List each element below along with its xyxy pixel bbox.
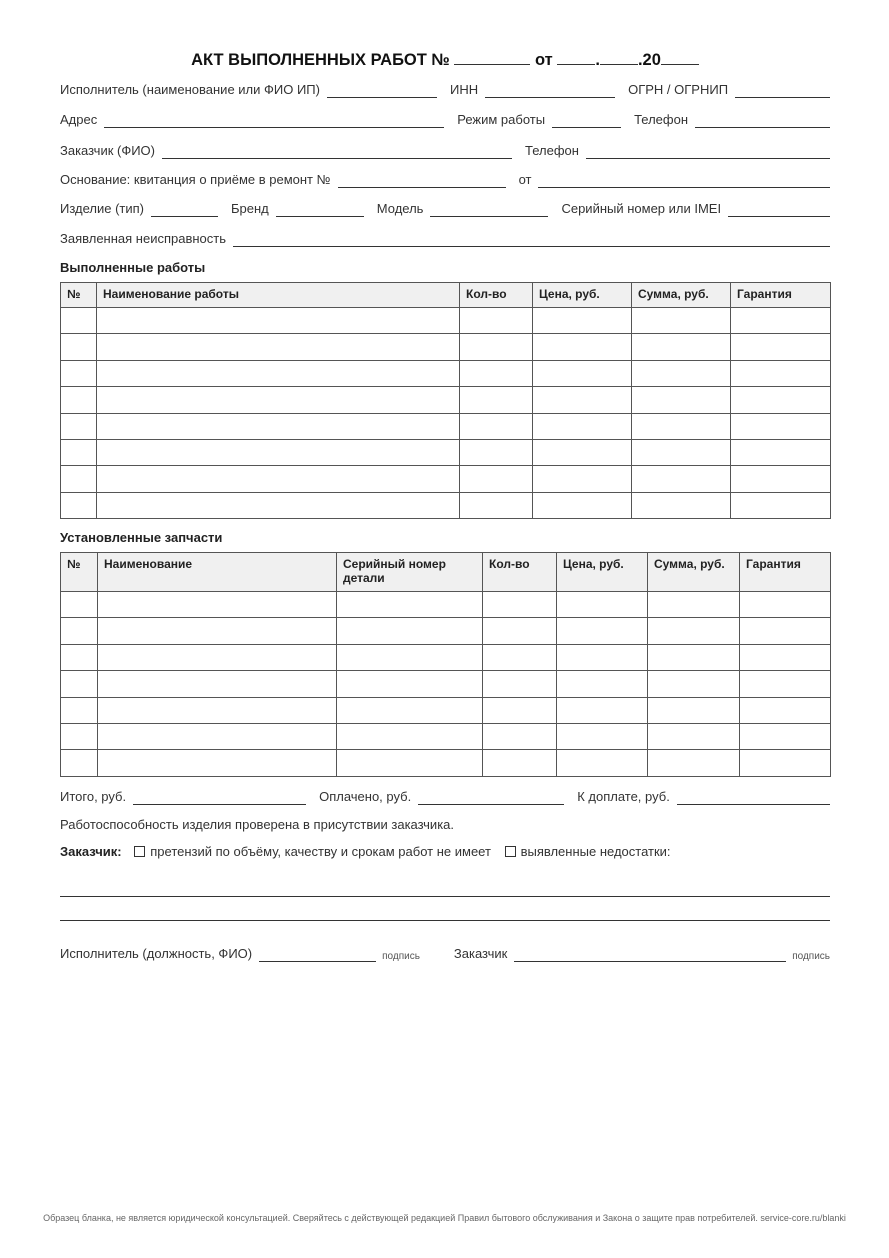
table-cell[interactable] [533,466,632,492]
table-cell[interactable] [61,360,97,386]
act-year-blank[interactable] [661,50,699,65]
table-cell[interactable] [648,644,740,670]
table-cell[interactable] [61,413,97,439]
table-cell[interactable] [557,671,648,697]
defects-checkbox[interactable] [505,846,516,857]
table-cell[interactable] [632,334,731,360]
due-field[interactable] [677,789,830,805]
parts-header-row [61,553,831,592]
signature-row [60,946,830,962]
table-cell[interactable] [648,723,740,749]
table-cell[interactable] [557,644,648,670]
brand-field[interactable] [276,201,364,217]
ogrn-field[interactable] [735,82,830,98]
table-cell[interactable] [460,334,533,360]
parts-table [60,552,831,777]
table-cell[interactable] [648,750,740,776]
table-cell[interactable] [632,360,731,386]
table-cell[interactable] [483,618,557,644]
table-cell[interactable] [533,334,632,360]
address-label: Адрес [60,112,98,127]
table-cell[interactable] [632,492,731,518]
defects-line-1[interactable] [60,896,830,897]
executor-label: Исполнитель (наименование или ФИО ИП) [60,82,320,97]
works-col-number: № [61,283,97,308]
defects-line-2[interactable] [60,920,830,921]
model-field[interactable] [430,201,548,217]
table-cell[interactable] [731,413,831,439]
table-cell[interactable] [740,671,831,697]
customer-label: Заказчик (ФИО) [60,143,155,158]
table-cell[interactable] [460,308,533,334]
model-label: Модель [376,201,424,216]
table-cell[interactable] [61,750,98,776]
basis-label: Основание: квитанция о приёме в ремонт № [60,172,331,187]
functionality-checked-text: Работоспособность изделия проверена в присутствии заказчика. [60,817,455,832]
act-month-blank[interactable] [600,50,638,65]
customer-claims-label: Заказчик: [60,844,122,859]
works-col-sum: Сумма, руб. [632,283,731,308]
table-cell[interactable] [632,439,731,465]
table-cell[interactable] [97,308,460,334]
defects-option[interactable] [505,844,671,859]
table-cell[interactable] [533,308,632,334]
ogrn-label: ОГРН / ОГРНИП [628,82,729,97]
receipt-date-label: от [518,172,532,187]
table-row [61,723,831,749]
table-cell[interactable] [460,466,533,492]
totals-row [60,789,830,805]
table-cell[interactable] [337,697,483,723]
table-cell[interactable] [533,439,632,465]
table-cell[interactable] [740,750,831,776]
table-cell[interactable] [337,618,483,644]
serial-field[interactable] [728,201,830,217]
table-cell[interactable] [483,592,557,618]
inn-label: ИНН [449,82,479,97]
table-cell[interactable] [61,592,98,618]
fault-field[interactable] [233,231,830,247]
table-cell[interactable] [61,697,98,723]
table-cell[interactable] [337,750,483,776]
table-row [61,644,831,670]
customer-claims-row [60,844,671,859]
table-row [61,750,831,776]
paid-label: Оплачено, руб. [319,789,412,804]
table-cell[interactable] [557,697,648,723]
table-row [61,618,831,644]
table-row [61,466,831,492]
table-cell[interactable] [648,697,740,723]
table-cell[interactable] [632,413,731,439]
table-cell[interactable] [61,723,98,749]
works-section-title: Выполненные работы [60,260,206,275]
table-cell[interactable] [731,492,831,518]
table-cell[interactable] [483,697,557,723]
parts-col-qty: Кол-во [483,553,557,592]
hours-field[interactable] [552,112,621,128]
customer-signature-label: Заказчик [453,946,508,961]
table-cell[interactable] [61,466,97,492]
table-cell[interactable] [61,618,98,644]
device-type-field[interactable] [151,201,218,217]
table-cell[interactable] [61,439,97,465]
no-claims-option[interactable] [134,844,491,859]
table-cell[interactable] [460,492,533,518]
executor-name-field[interactable] [327,82,437,98]
table-cell[interactable] [460,387,533,413]
fault-label: Заявленная неисправность [60,231,226,246]
customer-phone-label: Телефон [525,143,579,158]
paid-field[interactable] [418,789,564,805]
table-row [61,360,831,386]
table-cell[interactable] [533,492,632,518]
table-cell[interactable] [740,723,831,749]
customer-phone-field[interactable] [586,143,830,159]
total-field[interactable] [133,789,306,805]
table-cell[interactable] [61,492,97,518]
table-row [61,387,831,413]
table-cell[interactable] [98,750,337,776]
parts-body [61,592,831,777]
table-cell[interactable] [97,360,460,386]
table-cell[interactable] [61,671,98,697]
inn-field[interactable] [485,82,615,98]
table-cell[interactable] [557,750,648,776]
table-row [61,413,831,439]
table-cell[interactable] [337,723,483,749]
parts-col-serial: Серийный номер детали [337,553,483,592]
basis-row [60,172,830,188]
parts-col-price: Цена, руб. [557,553,648,592]
table-cell[interactable] [98,592,337,618]
table-cell[interactable] [98,671,337,697]
device-row [60,201,830,217]
table-cell[interactable] [483,723,557,749]
table-cell[interactable] [557,592,648,618]
table-cell[interactable] [98,618,337,644]
parts-col-warranty: Гарантия [740,553,831,592]
brand-label: Бренд [231,201,269,216]
total-label: Итого, руб. [60,789,127,804]
customer-signature-hint: подпись [792,951,830,962]
table-cell[interactable] [337,671,483,697]
table-cell[interactable] [740,618,831,644]
table-cell[interactable] [731,439,831,465]
table-cell[interactable] [460,439,533,465]
executor-signature-label: Исполнитель (должность, ФИО) [60,946,253,961]
table-cell[interactable] [98,697,337,723]
table-cell[interactable] [483,671,557,697]
no-claims-checkbox[interactable] [134,846,145,857]
customer-signature-field[interactable] [514,946,786,962]
receipt-number-field[interactable] [338,172,506,188]
table-cell[interactable] [483,644,557,670]
table-cell[interactable] [533,360,632,386]
customer-name-field[interactable] [162,143,512,159]
table-cell[interactable] [61,334,97,360]
works-body [61,308,831,519]
table-row [61,671,831,697]
table-cell[interactable] [460,413,533,439]
table-cell[interactable] [337,592,483,618]
table-cell[interactable] [533,387,632,413]
table-cell[interactable] [97,466,460,492]
table-cell[interactable] [61,387,97,413]
parts-col-name: Наименование [98,553,337,592]
no-claims-text: претензий по объёму, качеству и срокам работ не имеет [150,844,491,859]
address-field[interactable] [104,112,444,128]
table-cell[interactable] [557,618,648,644]
hours-label: Режим работы [457,112,546,127]
works-col-name: Наименование работы [97,283,460,308]
address-row [60,112,830,128]
parts-section-title: Установленные запчасти [60,530,223,545]
table-cell[interactable] [98,723,337,749]
parts-col-sum: Сумма, руб. [648,553,740,592]
table-cell[interactable] [731,360,831,386]
table-cell[interactable] [98,644,337,670]
footer-disclaimer: Образец бланка, не является юридической консультацией. Сверяйтесь с действующей редакцией Правил бытового обслуживания и Закона о защите прав потребителей. service-core.ru/blanki [43,1213,846,1223]
works-table [60,282,831,519]
title-from: от [535,51,553,69]
table-cell[interactable] [557,723,648,749]
table-cell[interactable] [632,466,731,492]
table-cell[interactable] [97,387,460,413]
title-prefix: АКТ ВЫПОЛНЕННЫХ РАБОТ № [191,51,450,69]
fault-row [60,231,830,247]
works-header-row [61,283,831,308]
table-cell[interactable] [648,618,740,644]
table-cell[interactable] [61,644,98,670]
table-row [61,492,831,518]
table-cell[interactable] [97,413,460,439]
table-cell[interactable] [740,644,831,670]
table-cell[interactable] [731,334,831,360]
receipt-date-field[interactable] [538,172,830,188]
table-cell[interactable] [648,592,740,618]
due-label: К доплате, руб. [577,789,670,804]
act-day-blank[interactable] [557,50,595,65]
executor-signature-field[interactable] [259,946,376,962]
title-year-prefix: .20 [637,51,661,69]
executor-phone-label: Телефон [634,112,688,127]
table-row [61,697,831,723]
device-type-label: Изделие (тип) [60,201,145,216]
table-cell[interactable] [648,671,740,697]
table-cell[interactable] [731,466,831,492]
table-row [61,308,831,334]
table-cell[interactable] [533,413,632,439]
works-col-price: Цена, руб. [533,283,632,308]
table-cell[interactable] [632,308,731,334]
table-row [61,334,831,360]
executor-signature-hint: подпись [382,951,420,962]
works-col-qty: Кол-во [460,283,533,308]
table-cell[interactable] [632,387,731,413]
executor-row [60,82,830,98]
works-col-warranty: Гарантия [731,283,831,308]
act-number-blank[interactable] [454,50,530,65]
serial-label: Серийный номер или IMEI [561,201,722,216]
table-cell[interactable] [97,334,460,360]
document-title: АКТ ВЫПОЛНЕННЫХ РАБОТ № от . .20 [60,50,830,70]
table-cell[interactable] [740,592,831,618]
table-cell[interactable] [97,439,460,465]
table-row [61,439,831,465]
customer-row [60,143,830,159]
table-cell[interactable] [731,387,831,413]
table-cell[interactable] [61,308,97,334]
table-cell[interactable] [337,644,483,670]
executor-phone-field[interactable] [695,112,830,128]
parts-col-number: № [61,553,98,592]
table-cell[interactable] [483,750,557,776]
defects-text: выявленные недостатки: [520,844,671,859]
table-cell[interactable] [731,308,831,334]
table-cell[interactable] [740,697,831,723]
table-row [61,592,831,618]
table-cell[interactable] [460,360,533,386]
table-cell[interactable] [97,492,460,518]
